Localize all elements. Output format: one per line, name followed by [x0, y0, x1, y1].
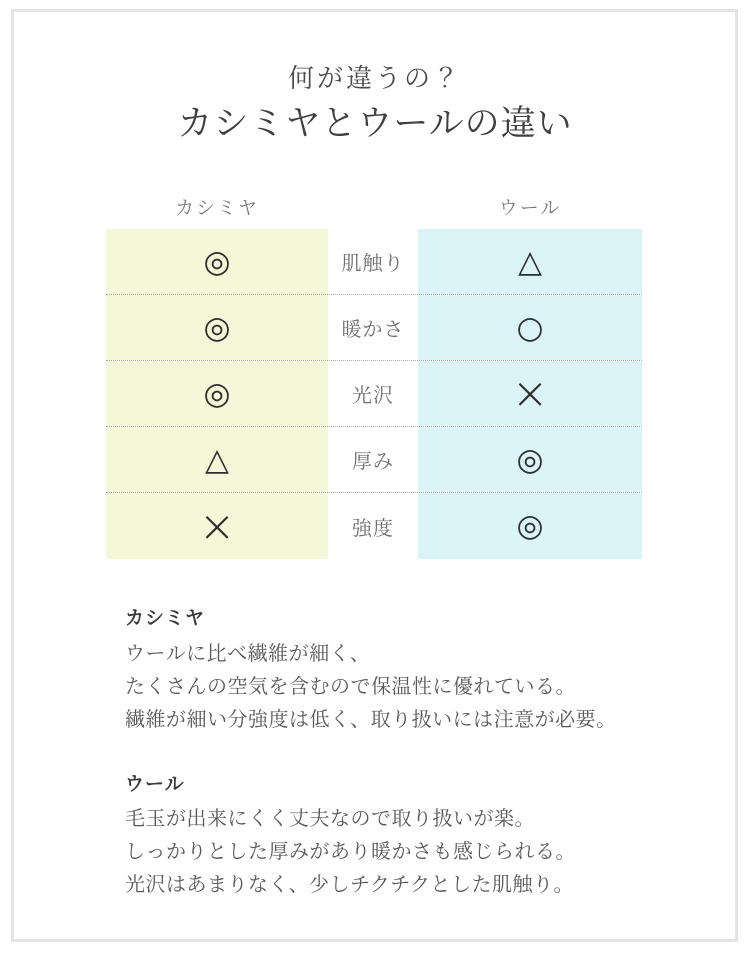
- cashmere-rating-cell: △: [106, 427, 328, 492]
- row-label: 肌触り: [341, 251, 405, 275]
- cashmere-description: [125, 637, 685, 736]
- row-label: 厚み: [352, 449, 394, 473]
- table-row-atsumi: [106, 427, 642, 493]
- row-label: 光沢: [352, 383, 394, 407]
- row-label: 暖かさ: [341, 317, 405, 341]
- wool-rating-cell: ○: [418, 295, 642, 360]
- comparison-table: [106, 229, 642, 559]
- cashmere-rating-cell: ◎: [106, 295, 328, 360]
- page-title: カシミヤとウールの違い: [177, 104, 573, 144]
- table-row-kyodo: [106, 493, 642, 559]
- description-line: 毛玉が出来にくく丈夫なので取り扱いが楽。: [125, 806, 535, 830]
- wool-description: [125, 802, 685, 901]
- cashmere-rating-cell: ◎: [106, 361, 328, 426]
- table-row-kotaku: [106, 361, 642, 427]
- wool-rating-cell: △: [418, 229, 642, 294]
- cashmere-rating-cell: ×: [106, 493, 328, 559]
- wool-rating-cell: ◎: [418, 427, 642, 492]
- description-line: たくさんの空気を含むので保温性に優れている。: [125, 674, 576, 698]
- wool-rating-cell: ×: [418, 361, 642, 426]
- column-header-cashmere: カシミヤ: [174, 197, 259, 219]
- row-label: 強度: [352, 515, 394, 540]
- wool-rating-cell: ◎: [418, 493, 642, 559]
- wool-description-heading: ウール: [125, 773, 185, 795]
- table-row-atatakasa: [106, 295, 642, 361]
- page-subtitle: 何が違うの？: [287, 64, 462, 94]
- description-line: 光沢はあまりなく、少しチクチクとした肌触り。: [125, 872, 574, 896]
- cashmere-description-heading: カシミヤ: [125, 607, 206, 629]
- description-line: しっかりとした厚みがあり暖かさも感じられる。: [125, 839, 576, 863]
- description-line: 繊維が細い分強度は低く、取り扱いには注意が必要。: [125, 707, 617, 731]
- table-row-hadazawari: [106, 229, 642, 295]
- cashmere-rating-cell: ◎: [106, 229, 328, 294]
- description-line: ウールに比べ繊維が細く、: [125, 641, 371, 665]
- column-header-wool: ウール: [498, 197, 562, 219]
